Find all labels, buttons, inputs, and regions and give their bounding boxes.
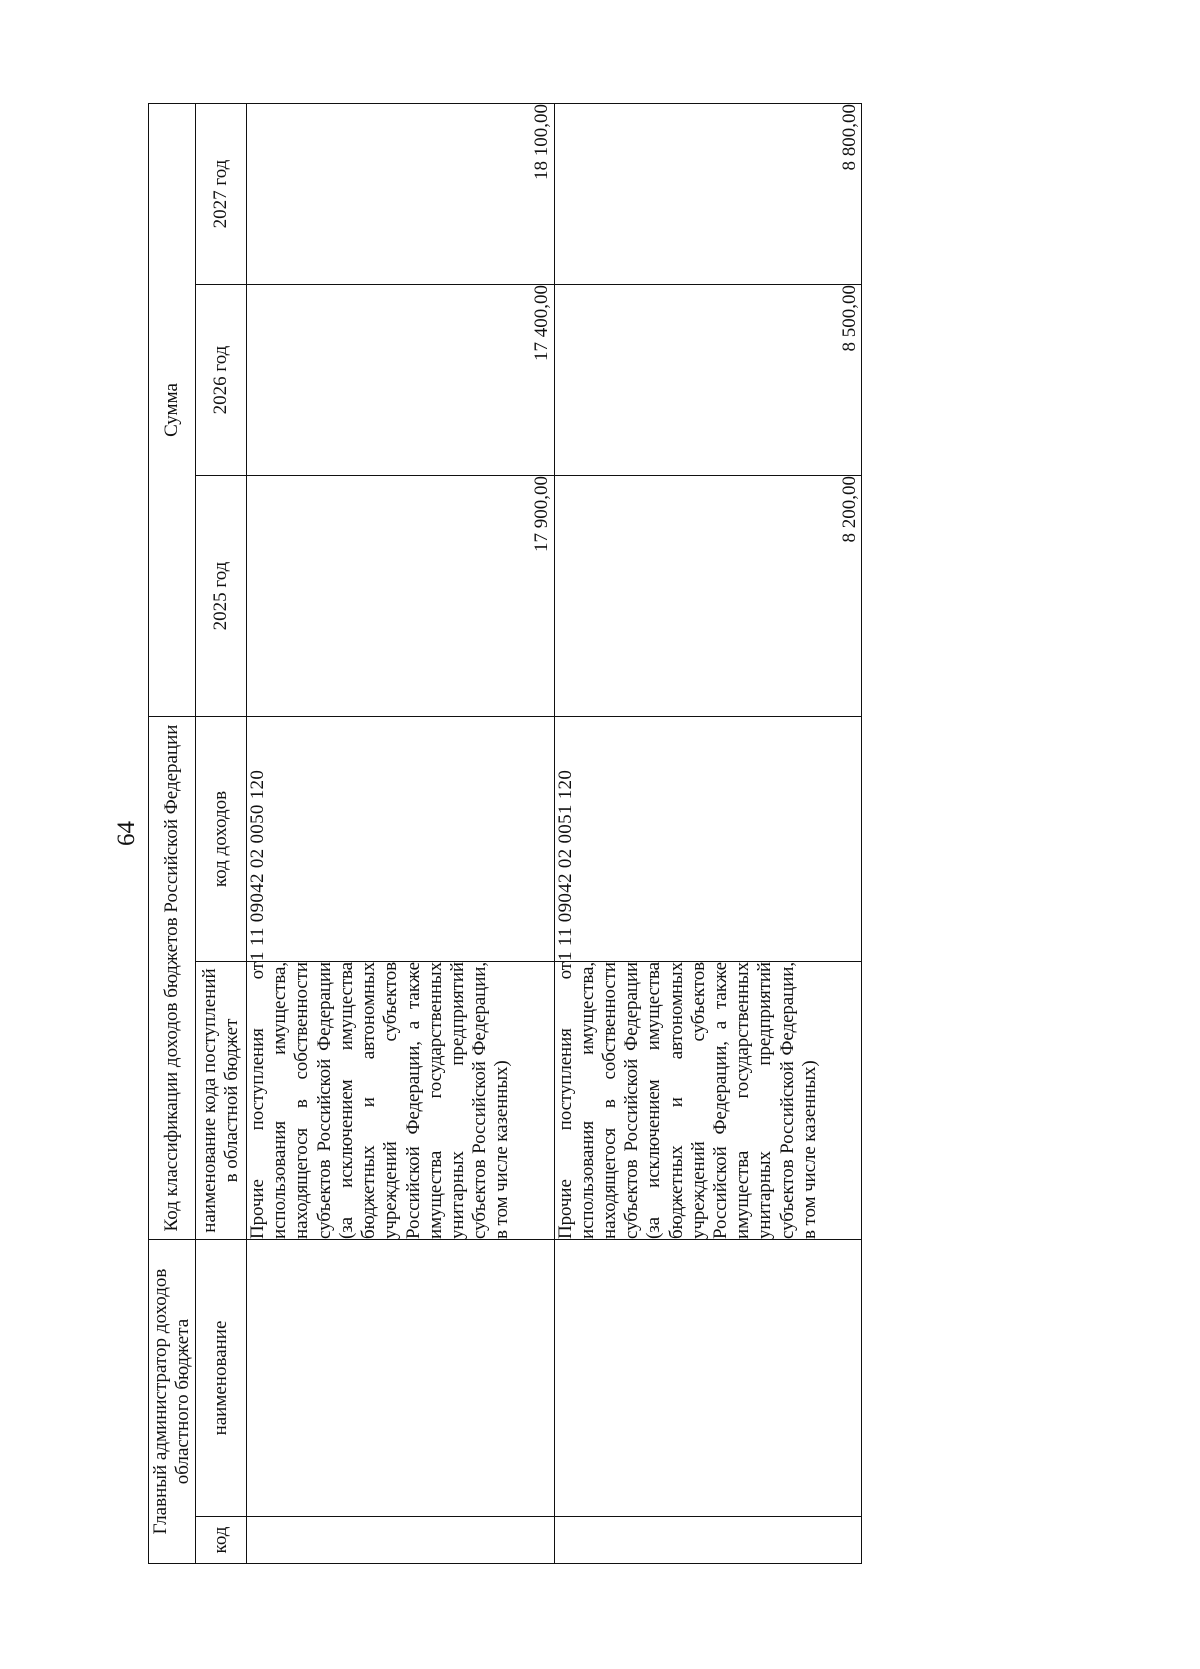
budget-income-table bbox=[148, 103, 862, 1564]
cell-admin-code bbox=[554, 1517, 862, 1564]
cell-income-code: 1 11 09042 02 0050 120 bbox=[247, 717, 555, 962]
header-admin-name: наименование bbox=[196, 1240, 247, 1517]
header-row-groups bbox=[149, 103, 196, 1563]
header-income-code: код доходов bbox=[196, 717, 247, 962]
cell-amount-2025: 8 200,00 bbox=[554, 476, 862, 717]
header-year-2027: 2027 год bbox=[196, 103, 247, 284]
cell-income-name: Прочие поступления от использования имущества, находящегося в собственности субъектов Российской Федерации (за исключением имущества бюджетных и автономных учреждений субъектов Российской Федерации, а также имущества государственных унитарных предприятий субъектов Российской Федерации, в том числе казенных) bbox=[247, 962, 555, 1240]
cell-income-name: Прочие поступления от использования имущества, находящегося в собственности субъектов Российской Федерации (за исключением имущества бюджетных и автономных учреждений субъектов Российской Федерации, а также имущества государственных унитарных предприятий субъектов Российской Федерации, в том числе казенных) bbox=[554, 962, 862, 1240]
header-year-2026: 2026 год bbox=[196, 285, 247, 476]
cell-amount-2027: 18 100,00 bbox=[247, 103, 555, 284]
rotated-table-container bbox=[148, 104, 862, 1564]
table-row bbox=[554, 103, 862, 1563]
header-row-columns bbox=[196, 103, 247, 1563]
cell-income-code: 1 11 09042 02 0051 120 bbox=[554, 717, 862, 962]
cell-admin-code bbox=[247, 1517, 555, 1564]
cell-amount-2025: 17 900,00 bbox=[247, 476, 555, 717]
cell-amount-2026: 17 400,00 bbox=[247, 285, 555, 476]
header-sum-group: Сумма bbox=[149, 103, 196, 716]
header-classification-group: Код классификации доходов бюджетов Российской Федерации bbox=[149, 717, 196, 1240]
header-administrator-group: Главный администратор доходов областного бюджета bbox=[149, 1240, 196, 1564]
header-year-2025: 2025 год bbox=[196, 476, 247, 717]
table-row bbox=[247, 103, 555, 1563]
cell-amount-2026: 8 500,00 bbox=[554, 285, 862, 476]
cell-admin-name bbox=[554, 1240, 862, 1517]
cell-amount-2027: 8 800,00 bbox=[554, 103, 862, 284]
page-number: 64 bbox=[113, 821, 140, 846]
cell-admin-name bbox=[247, 1240, 555, 1517]
header-income-name: наименование кода поступлений в областной бюджет bbox=[196, 962, 247, 1240]
header-admin-code: код bbox=[196, 1517, 247, 1564]
